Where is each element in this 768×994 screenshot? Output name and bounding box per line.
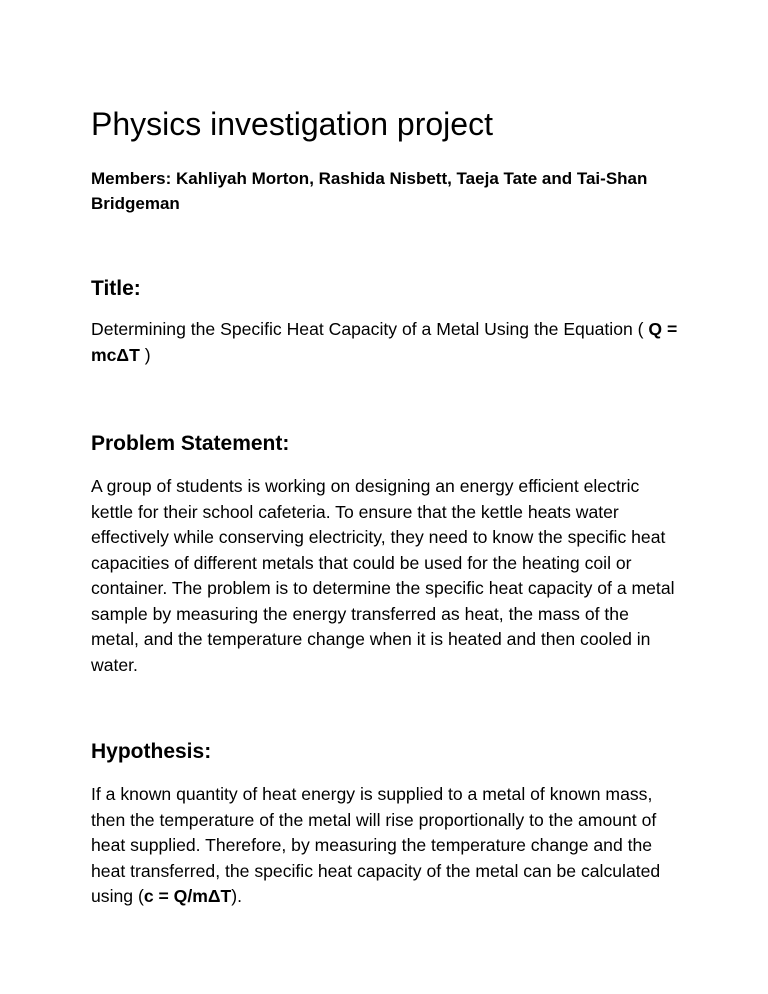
hypothesis-text-end: ). — [231, 886, 243, 906]
title-equation: Q = mcΔT — [91, 319, 678, 365]
problem-statement-heading: Problem Statement: — [91, 432, 290, 455]
hypothesis-equation: c = Q/mΔT — [143, 886, 232, 906]
hypothesis-body — [91, 782, 681, 910]
title-section-body — [91, 317, 681, 368]
members-line: Members: Kahliyah Morton, Rashida Nisbett, Taeja Tate and Tai-Shan Bridgeman — [91, 169, 648, 213]
title-section-heading: Title: — [91, 277, 141, 300]
title-text: Determining the Specific Heat Capacity of a Metal Using the Equation ( — [91, 319, 649, 339]
title-text-end: ) — [139, 344, 151, 365]
hypothesis-heading: Hypothesis: — [91, 740, 212, 763]
hypothesis-text: If a known quantity of heat energy is supplied to a metal of known mass, then the temperature of the metal will rise proportionally to the amount of heat supplied. Therefore, by measuring the temperature change and the heat transferred, the specific heat capacity of the metal can be calculated using ( — [91, 784, 661, 906]
document-title: Physics investigation project — [91, 106, 493, 142]
problem-statement-body: A group of students is working on designing an energy efficient electric kettle for their school cafeteria. To ensure that the kettle heats water effectively while conserving electricity, they need to know the specific heat capacities of different metals that could be used for the heating coil or container. The problem is to determine the specific heat capacity of a metal sample by measuring the energy transferred as heat, the mass of the metal, and the temperature change when it is heated and then cooled in water. — [91, 476, 675, 675]
